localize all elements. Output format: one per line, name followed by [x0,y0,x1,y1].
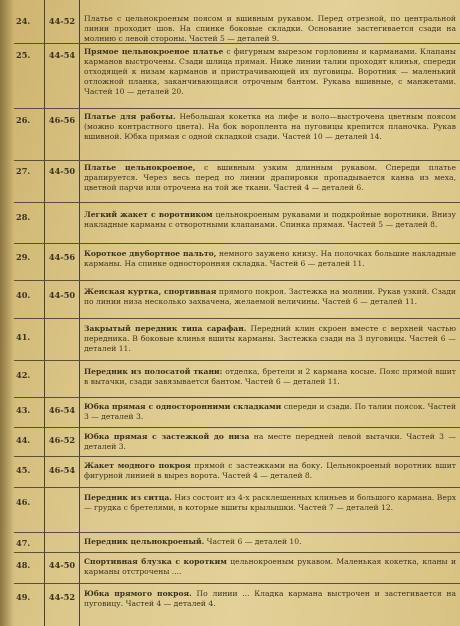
row-size: 46-54 [48,405,76,415]
row-description: Платье для работы. Небольшая кокетка на лифе и воло—выстрочена цветным поясом (можно контрастного цвета). На бок вороплента на пуговицы крепится планочка. Рукав вшивной. Юбка прямая с одной складкой сзади. Частей 10 — деталей 14. [84,112,456,141]
row-number: 44. [16,435,31,445]
row-number: 24. [16,16,31,26]
row-description: Женская куртка, спортивная прямого покроя. Застежка на молнии. Рукав узкий. Сзади по линии низа несколько захвачена, желаемой величины. Частей 6 — деталей 11. [84,287,456,306]
row-number: 28. [16,212,31,222]
row-separator [14,318,460,319]
row-separator [14,427,460,428]
row-separator [14,397,460,398]
row-description: Легкий жакет с воротником цельнокроеным рукавами и подкройные воротники. Внизу накладные карманы с отворотными клапанами. Спинка прямая. Частей 5 — деталей 8. [84,210,456,229]
page-edge-shadow [0,0,14,626]
row-size: 44-52 [48,16,76,26]
row-description: Передник из полосатой ткани: отделка, бретели и 2 кармана косые. Пояс прямой вшит в вытачки, сзади завязывается бантом. Частей 6 — деталей 11. [84,367,456,386]
row-number: 40. [16,290,31,300]
row-description: Закрытый передник типа сарафан. Передний клин скроен вместе с верхней частью передника. В боковые клинья вшиты карманы. Застежка сзади на 3 пуговицы. Частей 6 — деталей 11. [84,324,456,353]
row-number: 27. [16,166,31,176]
row-size: 44-54 [48,50,76,60]
row-size: 44-52 [48,592,76,602]
row-number: 41. [16,332,31,342]
row-separator [14,243,460,244]
row-separator [14,552,460,553]
row-size: 44-56 [48,252,76,262]
row-description: Короткое двубортное пальто, немного заужено книзу. На полочках большие накладные карманы. На спинке односторонняя складка. Частей 6 — деталей 11. [84,249,457,268]
row-size: 46-54 [48,465,76,475]
row-number: 29. [16,252,31,262]
row-number: 26. [16,115,31,125]
row-size: 44-50 [48,560,76,570]
row-size: 46-52 [48,435,76,445]
row-number: 46. [16,497,31,507]
row-separator [14,487,460,488]
row-description: Юбка прямая с застежкой до низа на месте передней левой вытачки. Частей 3 — деталей 3. [84,432,456,451]
row-description: Передник из ситца. Низ состоит из 4-х расклешенных клиньев и большого кармана. Верх — грудка с бретелями, в которые вшиты крылышки. Частей 7 — деталей 12. [84,493,456,512]
row-description: Платье с цельнокроеным поясом и вшивным рукавом. Перед отрезной, по центральной линии проходит шов. На спинке боковые складки. Основание застегивается сзади на молнию с левой стороны. Частей 5 — деталей 9. [84,14,456,43]
row-number: 48. [16,560,31,570]
row-separator [14,202,460,203]
row-separator [14,160,460,161]
row-description: Юбка прямая с односторонними складками спереди и сзади. По талии поясок. Частей 3 — деталей 3. [84,402,456,421]
row-description: Юбка прямого покроя. По линии ... Кладка кармана выстрочен и застегивается на пуговицу. Частей 4 — деталей 4. [84,589,456,608]
row-size: 44-50 [48,290,76,300]
row-number: 45. [16,465,31,475]
row-description: Платье цельнокроеное, с вшивным узким длинным рукавом. Спереди платье драпируется. Через весь перед по линии драпировки пропадывается канва из меха, цветной парчи или отрочена на той же ткани. Частей 4 — деталей 6. [84,163,456,192]
row-description: Спортивная блузка с коротким цельнокроеным рукавом. Маленькая кокетка, кланы и карманы отстрочены .... [84,557,457,576]
row-size: 44-50 [48,166,76,176]
row-number: 43. [16,405,31,415]
row-description: Передник цельнокроеный. Частей 6 — деталей 10. [84,537,302,546]
row-separator [14,456,460,457]
row-number: 25. [16,50,31,60]
row-separator [14,280,460,281]
row-number: 42. [16,370,31,380]
row-separator [14,108,460,109]
row-number: 47. [16,538,31,548]
row-separator [14,583,460,584]
row-description: Жакет модного покроя прямой с застежками на боку. Цельнокроеный воротник вшит фигурной линией в вырез ворота. Частей 4 — деталей 8. [84,461,456,480]
row-separator [14,360,460,361]
row-number: 49. [16,592,31,602]
row-description: Прямое цельнокроеное платье с фигурным вырезом горловины и карманами. Клапаны карманов выстрочены. Сзади шлица прямая. Ниже линии талии проходят клинья, спереди отходящей к низам карманов и пристрачивающей их пуговицы. Воротник — маленький отложной планка, заканчивающаяся отрочным бантом. Рукава вшивные, с манжетами. Частей 10 — деталей 20. [84,47,456,96]
row-size: 46-56 [48,115,76,125]
row-separator [14,532,460,533]
